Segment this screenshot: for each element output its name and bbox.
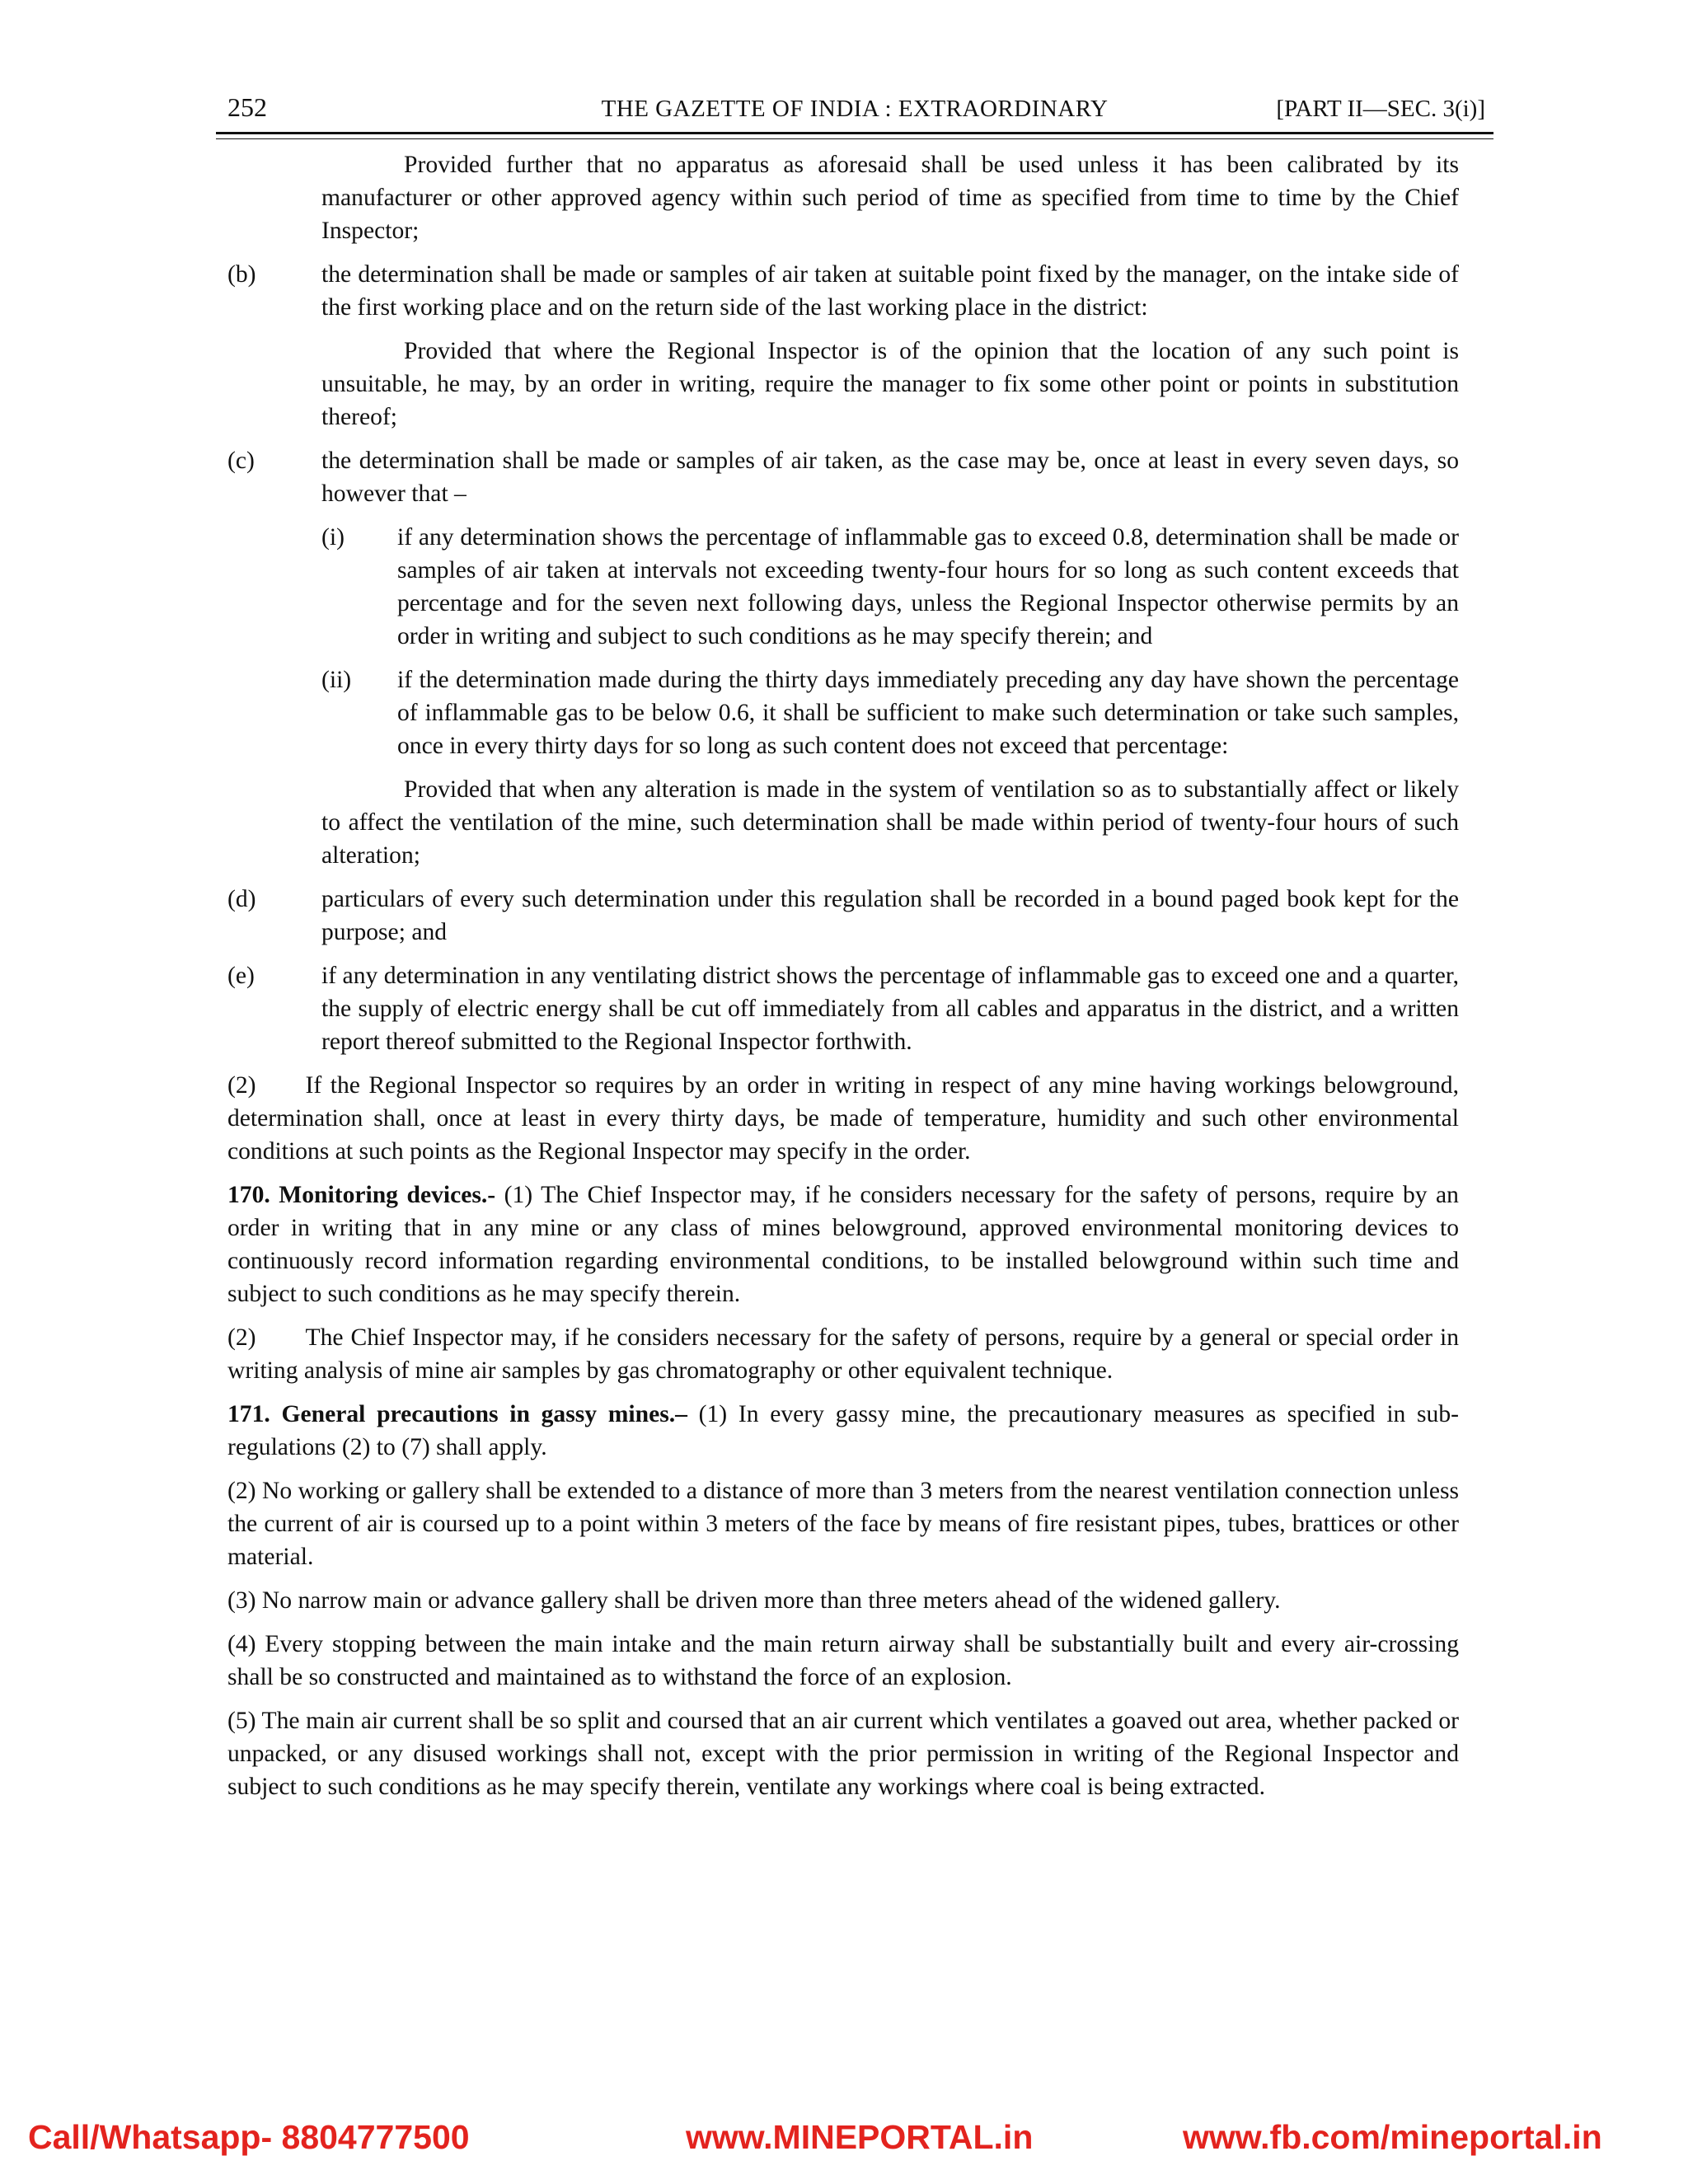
clause-text: the determination shall be made or samples of air taken, as the case may be, once at least in every seven days, so however that –	[321, 448, 1459, 507]
website-link[interactable]: www.MINEPORTAL.in	[686, 2118, 1034, 2156]
section-heading: 170. Monitoring devices.-	[227, 1182, 496, 1208]
section-171-3: (3) No narrow main or advance gallery shall be driven more than three meters ahead of the widened gallery.	[227, 1587, 1281, 1614]
contact-phone: Call/Whatsapp- 8804777500	[28, 2118, 470, 2156]
section-171	[227, 1398, 1459, 1464]
clause-c	[227, 444, 1459, 510]
clause-e	[227, 959, 1459, 1058]
sub-regulation-label: (2)	[227, 1072, 256, 1099]
document-body	[227, 148, 1459, 1814]
sub-regulation-text: If the Regional Inspector so requires by an order in writing in respect of any mine having workings belowground, determination shall, once at least in every thirty days, be made of temperature, humidity and such other environmental conditions at such points as the Regional Inspector may specify in the order.	[227, 1072, 1459, 1165]
section-170	[227, 1179, 1459, 1310]
sub-regulation-text: The Chief Inspector may, if he considers necessary for the safety of persons, require by a general or special order in writing analysis of mine air samples by gas chromatography or other equivalent technique.	[227, 1324, 1459, 1384]
sub-clause-label: (i)	[321, 524, 345, 551]
page-number: 252	[227, 92, 267, 122]
sub-regulation-label: (2)	[227, 1324, 256, 1351]
header-rule-thick	[216, 132, 1493, 134]
sub-clause-text: if any determination shows the percentage of inflammable gas to exceed 0.8, determination shall be made or samples of air taken at intervals not exceeding twenty-four hours for so long as such content exceeds that percentage and for the seven next following days, unless the Regional Inspector otherwise permits by an order in writing and subject to such conditions as he may specify therein; and	[397, 524, 1459, 649]
sub-clause-c-ii	[227, 663, 1459, 762]
section-170-2	[227, 1321, 1459, 1387]
section-171-4: (4) Every stopping between the main intake and the main return airway shall be substantially built and every air-crossing shall be so constructed and maintained as to withstand the force of an explosion.	[227, 1631, 1459, 1690]
clause-text: particulars of every such determination under this regulation shall be recorded in a bound paged book kept for the purpose; and	[321, 886, 1459, 945]
page-header	[216, 92, 1493, 129]
promo-footer	[0, 2118, 1688, 2159]
gazette-part: [PART II—SEC. 3(i)]	[1276, 96, 1485, 122]
section-171-2: (2) No working or gallery shall be extended to a distance of more than 3 meters from the nearest ventilation connection unless the current of air is coursed up to a point within 3 meters of the face by means of fire resistant pipes, tubes, brattices or other material.	[227, 1478, 1459, 1570]
facebook-link[interactable]: www.fb.com/mineportal.in	[1183, 2118, 1602, 2156]
header-rule-thin	[216, 138, 1493, 139]
section-text: (1) In every gassy mine, the precautionary measures as specified in sub-regulations (2) to (7) shall apply.	[227, 1401, 1460, 1460]
sub-clause-label: (ii)	[321, 667, 352, 693]
sub-clause-text: if the determination made during the thirty days immediately preceding any day have shown the percentage of inflammable gas to be below 0.6, it shall be sufficient to make such determination or take such samples, once in every thirty days for so long as such content does not exceed that percentage:	[397, 667, 1459, 759]
clause-c-proviso: Provided that when any alteration is made in the system of ventilation so as to substantially affect or likely to affect the ventilation of the mine, such determination shall be made within period of twenty-four hours of such alteration;	[321, 776, 1459, 869]
clause-d	[227, 883, 1459, 949]
section-171-5: (5) The main air current shall be so split and coursed that an air current which ventilates a goaved out area, whether packed or unpacked, or any disused workings shall not, except with the prior permission in writing of the Regional Inspector and subject to such conditions as he may specify therein, ventilate any workings where coal is being extracted.	[227, 1708, 1459, 1800]
clause-label: (c)	[227, 448, 255, 474]
clause-b	[227, 258, 1459, 324]
clause-text: the determination shall be made or samples of air taken at suitable point fixed by the manager, on the intake side of the first working place and on the return side of the last working place in the district:	[321, 261, 1459, 321]
clause-text: if any determination in any ventilating district shows the percentage of inflammable gas to exceed one and a quarter, the supply of electric energy shall be cut off immediately from all cables and apparatus in the district, and a written report thereof submitted to the Regional Inspector forthwith.	[321, 963, 1459, 1055]
gazette-title: THE GAZETTE OF INDIA : EXTRAORDINARY	[601, 96, 1109, 122]
sub-clause-c-i	[227, 521, 1459, 653]
clause-label: (b)	[227, 261, 256, 288]
sub-regulation-2	[227, 1069, 1459, 1168]
section-heading: 171. General precautions in gassy mines.–	[227, 1401, 687, 1427]
proviso-calibration: Provided further that no apparatus as aforesaid shall be used unless it has been calibrated by its manufacturer or other approved agency within such period of time as specified from time to time by the Chief Inspector;	[321, 152, 1459, 244]
clause-b-proviso: Provided that where the Regional Inspector is of the opinion that the location of any such point is unsuitable, he may, by an order in writing, require the manager to fix some other point or points in substitution thereof;	[321, 338, 1459, 430]
clause-label: (d)	[227, 886, 256, 912]
section-text: (1) The Chief Inspector may, if he considers necessary for the safety of persons, require by an order in writing that in any mine or any class of mines belowground, approved environmental monitoring devices to continuously record information regarding environmental conditions, to be installed belowground within such time and subject to such conditions as he may specify therein.	[227, 1182, 1459, 1307]
clause-label: (e)	[227, 963, 255, 989]
